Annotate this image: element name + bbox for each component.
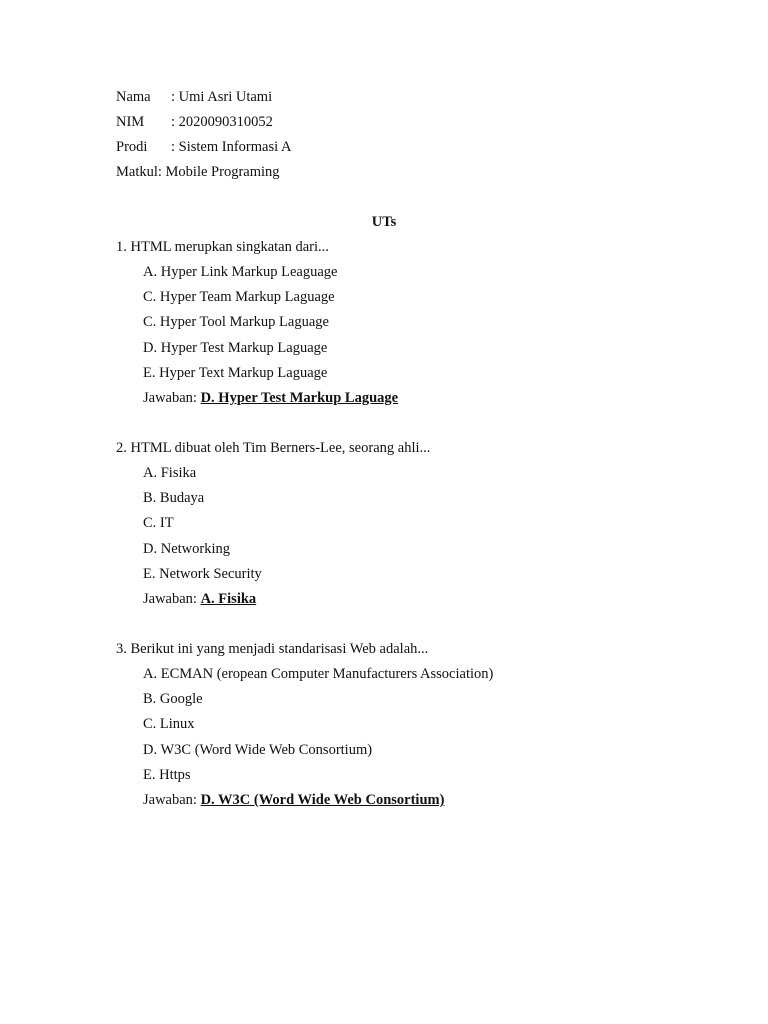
info-row-nama [116, 86, 291, 111]
option-item: B. Google [143, 691, 203, 708]
student-info-block [116, 86, 291, 186]
info-value: : Umi Asri Utami [171, 89, 273, 105]
option-item: C. Hyper Team Markup Laguage [143, 289, 335, 306]
answer-line [116, 789, 493, 814]
info-value: : 2020090310052 [171, 114, 273, 130]
info-row-nim [116, 111, 291, 136]
answer-line [116, 588, 430, 613]
info-label: Prodi [116, 139, 148, 155]
answer-label: Jawaban: [143, 389, 201, 406]
option-item: D. Networking [143, 540, 230, 557]
option-item: C. Linux [143, 716, 195, 733]
option-item: C. IT [143, 515, 174, 532]
question-3 [116, 638, 493, 814]
answer-value: A. Fisika [200, 590, 257, 607]
info-value: : Mobile Programing [157, 164, 280, 180]
answer-line [116, 387, 398, 412]
question-2 [116, 437, 430, 613]
question-1 [116, 236, 398, 412]
option-item: E. Network Security [143, 565, 262, 582]
answer-value: D. Hyper Test Markup Laguage [200, 389, 399, 406]
answer-label: Jawaban: [143, 791, 201, 808]
question-text: 1. HTML merupkan singkatan dari... [116, 239, 329, 255]
info-row-prodi [116, 136, 291, 161]
question-text: 3. Berikut ini yang menjadi standarisasi Web adalah... [116, 641, 429, 657]
option-item: B. Budaya [143, 490, 205, 507]
option-item: C. Hyper Tool Markup Laguage [143, 314, 329, 331]
option-item: D. Hyper Test Markup Laguage [143, 339, 328, 356]
option-item: A. Fisika [143, 465, 197, 481]
option-item: D. W3C (Word Wide Web Consortium) [143, 741, 373, 758]
answer-value: D. W3C (Word Wide Web Consortium) [200, 791, 445, 808]
info-value: : Sistem Informasi A [171, 139, 292, 155]
option-item: A. ECMAN (eropean Computer Manufacturers Association) [143, 666, 494, 682]
info-row-matkul [116, 161, 291, 186]
answer-label: Jawaban: [143, 590, 201, 607]
option-item: E. Hyper Text Markup Laguage [143, 364, 328, 381]
page-title: UTs [371, 214, 397, 230]
question-text: 2. HTML dibuat oleh Tim Berners-Lee, seorang ahli... [116, 440, 431, 456]
info-label: Matkul [116, 164, 158, 180]
option-item: A. Hyper Link Markup Leaguage [143, 264, 338, 280]
info-label: Nama [116, 89, 151, 105]
option-item: E. Https [143, 766, 191, 783]
info-label: NIM [116, 114, 145, 130]
